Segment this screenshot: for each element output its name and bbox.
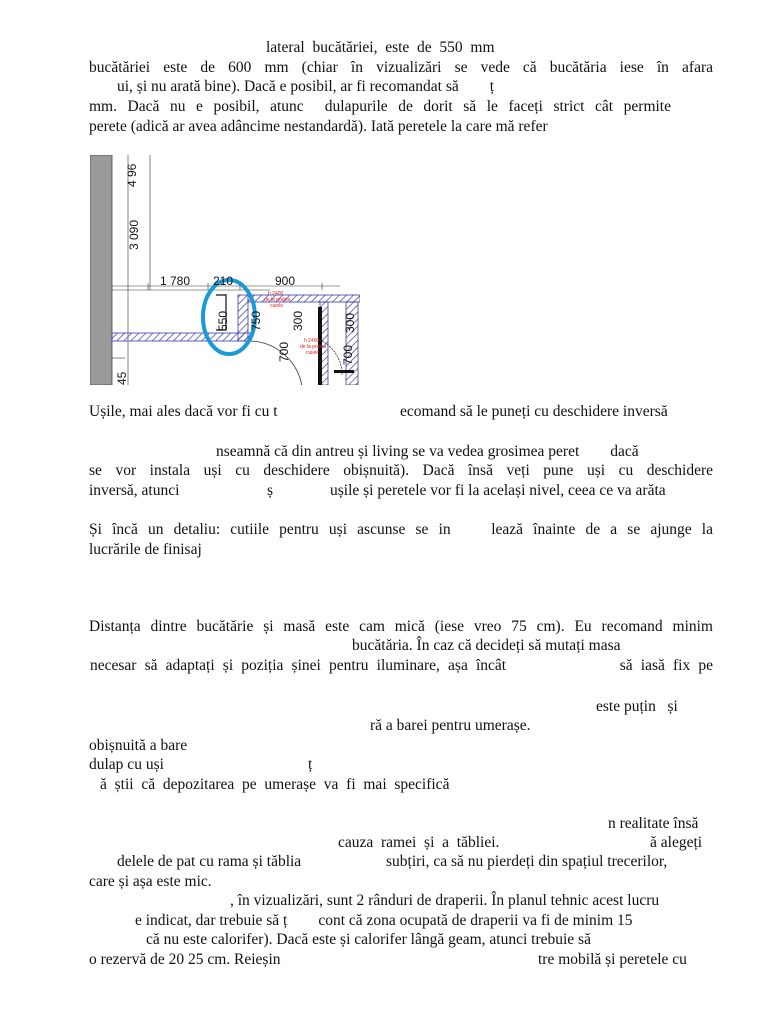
text-line: se vor instala uși cu deschidere obișnuită). Dacă însă veți pune uși cu deschidere	[89, 462, 713, 479]
text-line: este puțin și	[596, 698, 678, 715]
text-line: e indicat, dar trebuie să ț cont că zona ocupată de draperii va fi de minim 15	[135, 912, 633, 929]
text-line: cauza ramei și a tăbliei.	[338, 834, 500, 851]
text-line: , în vizualizări, sunt 2 rânduri de draperii. În planul tehnic acest lucru	[230, 892, 660, 909]
height-note: de la podea	[264, 297, 291, 303]
dimension-label: 4 96	[125, 163, 139, 187]
text-line: ș	[267, 482, 274, 499]
dimension-label: 300	[343, 312, 357, 333]
text-line: lateral bucătăriei, este de 550 mm	[266, 39, 495, 56]
dimension-label: 750	[249, 310, 263, 331]
text-line: necesar să adaptați și poziția șinei pentru iluminare, așa încât să iasă fix pe	[90, 657, 713, 674]
text-line: perete (adică ar avea adâncime nestandardă). Iată peretele la care mă refer	[89, 118, 548, 135]
text-line: bucătăriei este de 600 mm (chiar în vizualizări se vede că bucătăria iese în afara	[89, 59, 713, 76]
dimension-label: 300	[291, 310, 305, 331]
height-note: de la podea	[300, 344, 327, 350]
dimension-label: 210	[213, 274, 234, 288]
text-line: ușile și peretele vor fi la același nivel, ceea ce va arăta	[330, 482, 666, 499]
text-line: că nu este calorifer). Dacă este și calorifer lângă geam, atunci trebuie să	[146, 931, 591, 948]
text-line: dulap cu uși	[89, 756, 164, 773]
text-line: Și încă un detaliu: cutiile pentru uși ascunse se in lează înainte de a se ajunge la	[89, 521, 713, 538]
text-line: ț	[308, 756, 313, 773]
wall-hatch	[112, 333, 250, 341]
text-line: ui, și nu arată bine). Dacă e posibil, ar fi recomandat să ț	[117, 78, 495, 95]
door-post	[334, 370, 354, 373]
wall-column	[90, 155, 112, 385]
text-line: inversă, atunci	[89, 482, 180, 499]
dimension-label: 3 090	[127, 219, 141, 250]
kitchen-wall-drawing	[90, 155, 360, 385]
height-note: cuiele	[306, 350, 320, 356]
text-line: Ușile, mai ales dacă vor fi cu t	[89, 403, 278, 420]
dimension-label: 550	[216, 310, 230, 331]
text-line: delele de pat cu rama și tăblia	[117, 853, 302, 870]
dimension-label: 45	[115, 371, 129, 385]
text-line: mm. Dacă nu e posibil, atunc dulapurile de dorit să le faceți strict cât permite	[89, 98, 671, 115]
dimension-label: 900	[275, 274, 296, 288]
dimension-label: 1 780	[160, 274, 191, 288]
text-line: Distanța dintre bucătărie și masă este cam mică (iese vreo 75 cm). Eu recomand minim	[89, 618, 713, 635]
text-line: ră a barei pentru umerașe.	[370, 717, 531, 734]
height-note: h 2400	[304, 338, 320, 344]
text-line: ă știi că depozitarea pe umerașe va fi mai specifică	[100, 776, 450, 793]
dimension-label: 700	[341, 344, 355, 365]
text-line: care și așa este mic.	[89, 873, 212, 890]
dimension-label: 700	[277, 341, 291, 362]
text-line: subțiri, ca să nu pierdeți din spațiul trecerilor,	[386, 853, 668, 870]
text-line: o rezervă de 20 25 cm. Reieșin	[89, 951, 281, 968]
text-line: ecomand să le puneți cu deschidere inversă	[400, 403, 668, 420]
height-note: cuiele	[270, 303, 284, 309]
text-line: nseamnă că din antreu și living se va vedea grosimea peret dacă	[216, 443, 639, 460]
text-line: bucătăria. În caz că decideți să mutați masa	[352, 637, 621, 654]
text-line: tre mobilă și peretele cu	[538, 951, 687, 968]
text-line: lucrările de finisaj	[89, 541, 202, 558]
text-line: ă alegeți	[650, 834, 703, 851]
text-line: n realitate însă	[608, 815, 699, 832]
wall-hatch	[238, 295, 248, 341]
height-note: h 2400	[268, 291, 284, 297]
text-line: obișnuită a bare	[89, 737, 188, 754]
